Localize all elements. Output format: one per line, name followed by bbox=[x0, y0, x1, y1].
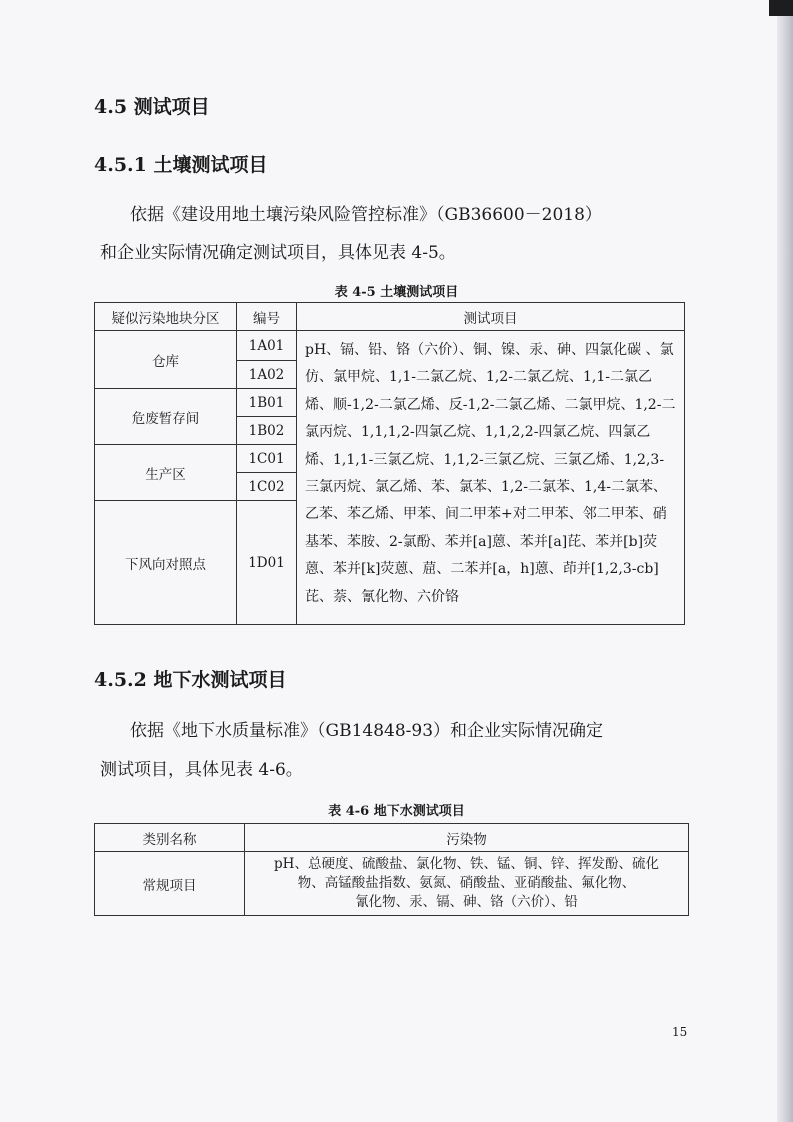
zone-cell: 下风向对照点 bbox=[95, 501, 237, 625]
code-cell: 1C01 bbox=[237, 445, 297, 473]
section-heading-4-5-2: 4.5.2 地下水测试项目 bbox=[94, 669, 287, 691]
category-cell: 常规项目 bbox=[95, 852, 245, 916]
code-cell: 1B02 bbox=[237, 417, 297, 445]
page-number: 15 bbox=[672, 1025, 688, 1039]
header-items: 测试项目 bbox=[297, 303, 685, 331]
code-cell: 1A02 bbox=[237, 361, 297, 389]
header-pollutants: 污染物 bbox=[245, 824, 689, 852]
page-edge-shadow bbox=[777, 0, 793, 1122]
paragraph-groundwater-line1: 依据《地下水质量标准》（GB14848-93）和企业实际情况确定 bbox=[130, 721, 604, 741]
section-heading-4-5: 4.5 测试项目 bbox=[94, 96, 210, 118]
paragraph-groundwater-line2: 测试项目，具体见表 4-6。 bbox=[100, 760, 303, 780]
groundwater-test-table bbox=[94, 823, 689, 916]
zone-cell: 仓库 bbox=[95, 331, 237, 389]
header-category: 类别名称 bbox=[95, 824, 245, 852]
section-heading-4-5-1: 4.5.1 土壤测试项目 bbox=[94, 154, 268, 176]
table-4-5-caption: 表 4-5 土壤测试项目 bbox=[334, 285, 459, 300]
scan-corner bbox=[769, 0, 793, 16]
pollutants-cell bbox=[245, 852, 689, 916]
header-zone: 疑似污染地块分区 bbox=[95, 303, 237, 331]
pollutants-line: pH、总硬度、硫酸盐、氯化物、铁、锰、铜、锌、挥发酚、硫化 bbox=[274, 856, 659, 872]
pollutants-line: 氰化物、汞、镉、砷、铬（六价）、铅 bbox=[355, 894, 578, 910]
soil-test-items: pH、镉、铅、铬（六价）、铜、镍、汞、砷、四氯化碳 、氯仿、氯甲烷、1,1-二氯乙烷、1,2-二氯乙烷、1,1-二氯乙烯、顺-1,2-二氯乙烯、反-1,2-二氯乙烯、二氯甲烷、1,2-二氯丙烷、1,1,1,2-四氯乙烷、1,1,2,2-四氯乙烷、四氯乙烯、1,1,1-三氯乙烷、1,1,2-三氯乙烷、三氯乙烯、1,2,3-三氯丙烷、氯乙烯、苯、氯苯、1,2-二氯苯、1,4-二氯苯、乙苯、苯乙烯、甲苯、间二甲苯+对二甲苯、邻二甲苯、硝基苯、苯胺、2-氯酚、苯并[a]蒽、苯并[a]芘、苯并[b]荧蒽、苯并[k]荧蒽、䓛、二苯并[a，h]蒽、茚并[1,2,3-cb]芘、萘、氰化物、六价铬 bbox=[297, 331, 685, 625]
code-cell: 1D01 bbox=[237, 501, 297, 625]
code-cell: 1C02 bbox=[237, 473, 297, 501]
paragraph-soil-line2: 和企业实际情况确定测试项目，具体见表 4-5。 bbox=[100, 243, 456, 263]
paragraph-soil-line1: 依据《建设用地土壤污染风险管控标准》（GB36600－2018） bbox=[130, 205, 602, 225]
pollutants-line: 物、高锰酸盐指数、氨氮、硝酸盐、亚硝酸盐、氟化物、 bbox=[297, 875, 636, 891]
zone-cell: 危废暂存间 bbox=[95, 389, 237, 445]
zone-cell: 生产区 bbox=[95, 445, 237, 501]
header-code: 编号 bbox=[237, 303, 297, 331]
table-4-6-caption: 表 4-6 地下水测试项目 bbox=[328, 804, 465, 819]
code-cell: 1B01 bbox=[237, 389, 297, 417]
code-cell: 1A01 bbox=[237, 331, 297, 361]
soil-test-table bbox=[94, 302, 685, 625]
